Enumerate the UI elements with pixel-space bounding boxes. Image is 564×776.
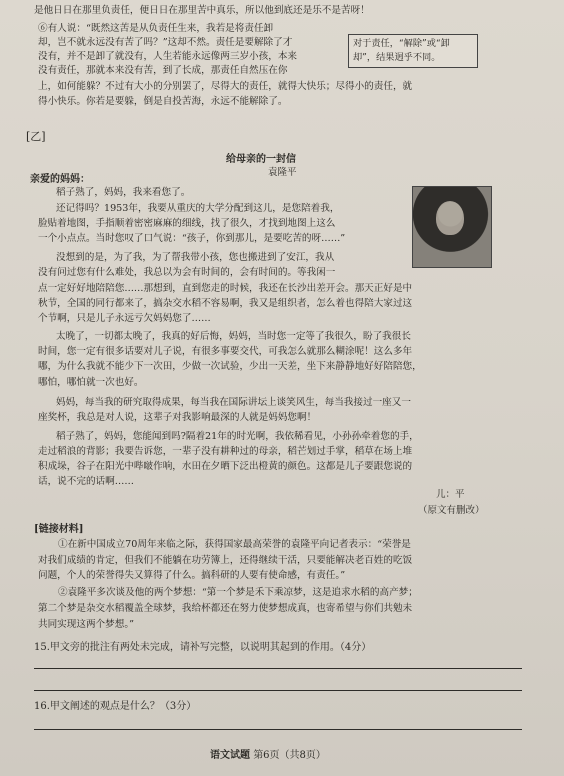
linked-material-heading: [链接材料] [34, 524, 84, 535]
letter-line-12: 哪，为什么我就不能少下一次田，少做一次试验，少出一天差，坐下来静静地好好陪陪您， [38, 361, 422, 372]
section-label: [乙] [26, 130, 46, 143]
letter-line-17: 走过稻浪的背影；我要告诉您，一辈子没有耕种过的母亲，稻芒划过手掌，稻草在场上堆 [38, 446, 413, 457]
letter-line-5: 没想到的是，为了我，为了帮我带小孩，您也搬进到了安江，我从 [56, 252, 335, 263]
source-note: （原文有删改） [418, 505, 485, 516]
letter-line-7: 点一定好好地陪陪您……那想到，直到您走的时候，我还在长沙出差开会。那天正好是中 [38, 283, 413, 294]
letter-greeting: 亲爱的妈妈： [30, 174, 90, 185]
top-paragraph-line-1: 是他日日在那里负责任，便日日在那里苦中真乐，所以他到底还是乐不是苦呀！ [34, 5, 370, 16]
question-16: 16.甲文阐述的观点是什么？（3分） [34, 701, 197, 712]
letter-line-3: 脸贴着地图，手指顺着密密麻麻的细线，找了很久，才找到地图上这么 [38, 218, 336, 229]
material-line-1: ①在新中国成立70周年来临之际，获得国家最高荣誉的袁隆平向记者表示：“荣誉是 [58, 539, 411, 550]
answer-line-15-b [34, 690, 522, 691]
answer-line-16 [34, 729, 522, 730]
letter-line-4: 一个小点点。当时您叹了口气说：“孩子，你到那儿，是要吃苦的呀……” [38, 233, 346, 244]
page-footer [210, 746, 326, 761]
material-line-4: ②袁隆平多次谈及他的两个梦想：“第一个梦是禾下乘凉梦，这是追求水稻的高产梦； [58, 587, 418, 598]
letter-author: 袁隆平 [268, 167, 297, 178]
footer-subject: 语文试题 [210, 750, 250, 761]
letter-title: 给母亲的一封信 [226, 154, 296, 165]
letter-line-14: 妈妈，每当我的研究取得成果，每当我在国际讲坛上谈笑风生，每当我接过一座又一 [56, 397, 411, 408]
letter-line-8: 秋节，全国的同行都来了，搞杂交水稻不容易啊，我又是组织者，怎么着也得陪大家过这 [38, 298, 413, 309]
letter-line-15: 座奖杯，我总是对人说，这辈子对我影响最深的人就是妈妈您啊！ [38, 412, 317, 423]
letter-line-18: 积成垛，谷子在阳光中哔啵作响，水田在夕晒下泛出橙黄的颜色。这都是儿子要跟您说的 [38, 461, 413, 472]
answer-line-15-a [34, 668, 522, 669]
letter-line-2: 还记得吗？1953年，我要从重庆的大学分配到这儿，是您陪着我， [56, 203, 340, 214]
letter-line-11: 时间，您一定有很多话要对儿子说，有很多事要交代，可我怎么就那么糊涂呢！这么多年 [38, 346, 413, 357]
letter-line-19: 话，说不完的话啊…… [38, 476, 134, 487]
material-line-3: 问题，个人的荣誉得失又算得了什么。搞科研的人要有使命感，有责任。” [38, 570, 346, 581]
top-paragraph-line-4: 没有，并不是卸了就没有，人生若能永远像两三岁小孩，本来 [38, 51, 298, 62]
top-paragraph-line-6: 上，如何能躲？不过有大小的分别罢了，尽得大的责任，就得大快乐；尽得小的责任，就 [38, 81, 413, 92]
top-paragraph-line-3: 却，岂不就永远没有苦了吗？”这却不然。责任是要解除了才 [38, 37, 293, 48]
top-paragraph-line-7: 得小快乐。你若是要躲，倒是自投苦海，永远不能解除了。 [38, 96, 288, 107]
annotation-box [348, 34, 478, 68]
top-paragraph-line-2: ⑥有人说：“既然这苦是从负责任生来，我若是将责任卸 [38, 23, 274, 34]
letter-line-13: 哪怕，哪怕就一次也好。 [38, 377, 144, 388]
letter-line-6: 没有问过您有什么难处，我总以为会有时间的，会有时间的。等我闲一 [38, 267, 336, 278]
annotation-line-1: 对于责任，“解除”或“卸 [353, 38, 450, 49]
letter-line-10: 太晚了，一切都太晚了，我真的好后悔，妈妈，当时您一定等了我很久，盼了我很长 [56, 331, 411, 342]
top-paragraph-line-5: 没有责任，那就本来没有苦，到了长成，那责任自然压在你 [38, 65, 288, 76]
material-line-6: 共同实现这两个梦想。” [38, 619, 135, 630]
footer-page-number: 第6页（共8页） [253, 750, 326, 761]
material-line-5: 第二个梦是杂交水稻覆盖全球梦，我给杯都还在努力使梦想成真，也寄希望与你们共勉未 [38, 603, 413, 614]
material-line-2: 对我们成绩的肯定，但我们不能躺在功劳簿上，还得继续干活，只要能解决老百姓的吃饭 [38, 555, 413, 566]
letter-line-1: 稻子熟了，妈妈，我来看您了。 [56, 187, 191, 198]
question-15: 15.甲文旁的批注有两处未完成，请补写完整，以说明其起到的作用。（4分） [34, 642, 372, 653]
letter-signature: 儿：平 [436, 489, 465, 500]
letter-line-9: 个节啊，只是儿子永远亏欠妈妈您了…… [38, 313, 211, 324]
letter-line-16: 稻子熟了，妈妈，您能闻到吗?隔着21年的时光啊，我依稀看见，小孙孙牵着您的手， [56, 431, 419, 442]
annotation-line-2: 却”，结果迥乎不同。 [353, 52, 441, 63]
